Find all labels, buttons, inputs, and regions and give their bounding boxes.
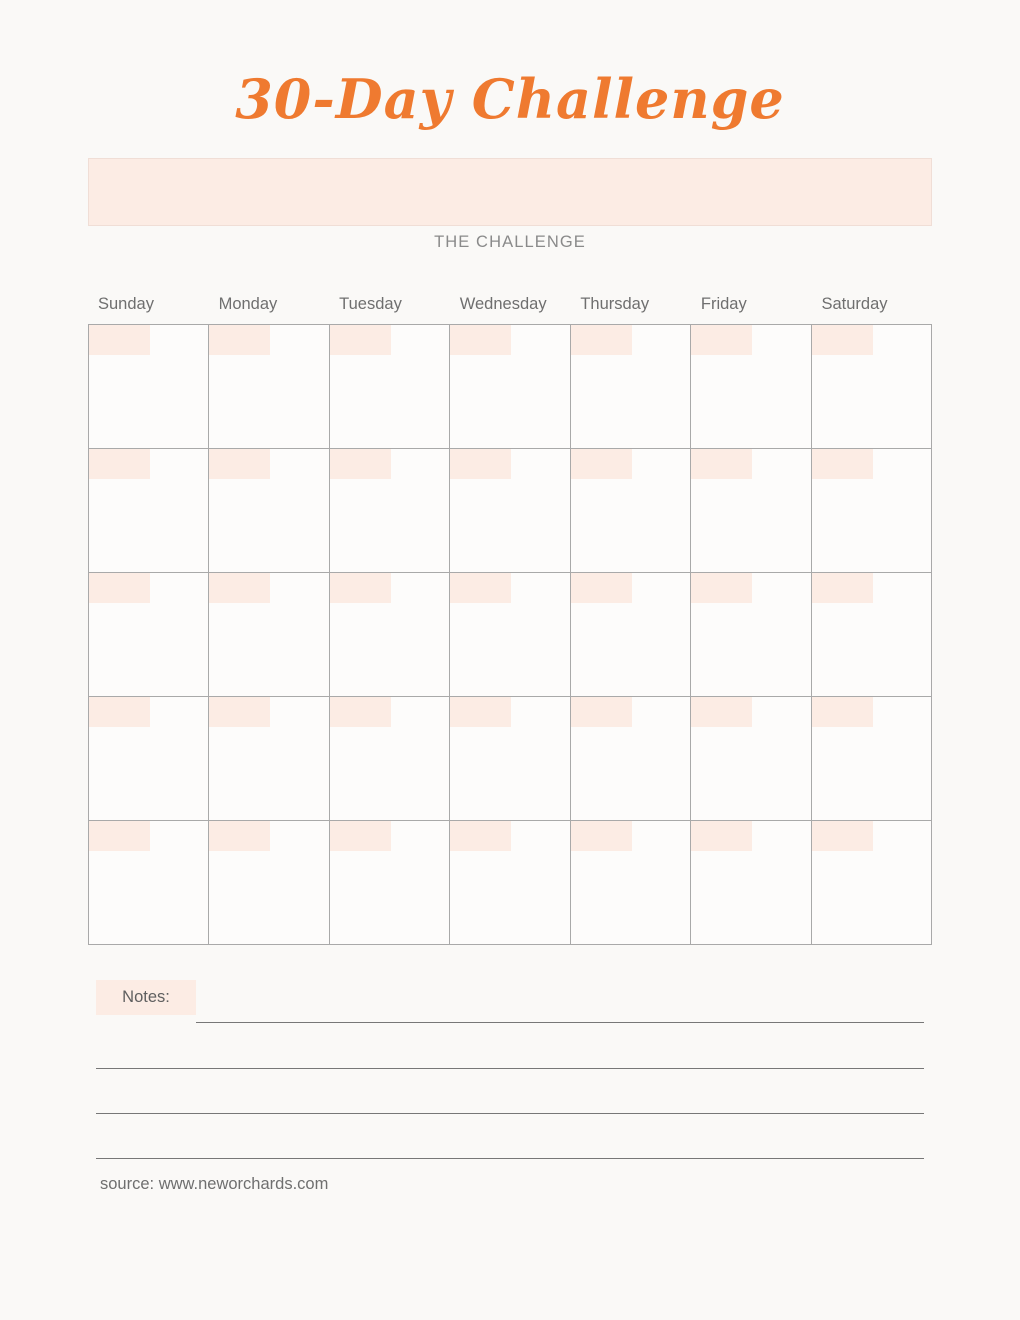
day-number-tag [691, 573, 752, 603]
weekday-tuesday: Tuesday [339, 295, 402, 313]
day-number-tag [89, 821, 150, 851]
weekday-wednesday: Wednesday [459, 295, 547, 313]
day-cell[interactable] [450, 821, 570, 945]
day-number-tag [450, 697, 511, 727]
week-row [89, 697, 932, 821]
weekday-monday: Monday [218, 295, 278, 313]
day-cell[interactable] [89, 573, 209, 697]
day-number-tag [812, 821, 873, 851]
day-cell[interactable] [571, 821, 691, 945]
day-number-tag [450, 325, 511, 355]
day-cell[interactable] [330, 325, 450, 449]
day-cell[interactable] [571, 573, 691, 697]
weekday-friday: Friday [700, 295, 747, 313]
day-cell[interactable] [450, 697, 570, 821]
day-number-tag [89, 697, 150, 727]
day-number-tag [209, 821, 270, 851]
day-cell[interactable] [330, 821, 450, 945]
day-number-tag [812, 325, 873, 355]
day-number-tag [89, 325, 150, 355]
day-number-tag [330, 821, 391, 851]
day-cell[interactable] [812, 449, 932, 573]
notes-label: Notes: [96, 980, 196, 1015]
day-cell[interactable] [209, 449, 329, 573]
notes-line-1[interactable] [196, 1022, 924, 1023]
week-row [89, 821, 932, 945]
day-number-tag [812, 697, 873, 727]
day-cell[interactable] [812, 821, 932, 945]
day-number-tag [89, 573, 150, 603]
week-row [89, 325, 932, 449]
day-number-tag [450, 821, 511, 851]
day-number-tag [571, 573, 632, 603]
source-credit: source: www.neworchards.com [100, 1175, 329, 1193]
weekday-sunday: Sunday [98, 295, 154, 313]
notes-line-3[interactable] [96, 1113, 924, 1114]
day-number-tag [691, 325, 752, 355]
day-cell[interactable] [209, 325, 329, 449]
day-number-tag [330, 325, 391, 355]
day-cell[interactable] [571, 697, 691, 821]
day-number-tag [330, 449, 391, 479]
day-number-tag [691, 821, 752, 851]
day-cell[interactable] [571, 449, 691, 573]
day-number-tag [209, 449, 270, 479]
weekday-thursday: Thursday [580, 295, 650, 313]
day-cell[interactable] [691, 821, 811, 945]
day-cell[interactable] [691, 449, 811, 573]
day-number-tag [209, 697, 270, 727]
day-number-tag [571, 325, 632, 355]
day-cell[interactable] [209, 821, 329, 945]
day-cell[interactable] [691, 573, 811, 697]
day-number-tag [450, 449, 511, 479]
day-cell[interactable] [691, 697, 811, 821]
page-title: 30-Day Challenge [235, 67, 785, 131]
challenge-input[interactable] [88, 158, 932, 226]
day-number-tag [209, 325, 270, 355]
day-number-tag [571, 821, 632, 851]
day-cell[interactable] [571, 325, 691, 449]
calendar-grid [88, 324, 932, 945]
calendar [88, 295, 932, 945]
day-number-tag [450, 573, 511, 603]
day-cell[interactable] [209, 697, 329, 821]
week-row [89, 573, 932, 697]
weekday-header-row [88, 295, 932, 324]
day-cell[interactable] [330, 697, 450, 821]
day-number-tag [691, 697, 752, 727]
day-cell[interactable] [89, 325, 209, 449]
day-cell[interactable] [450, 325, 570, 449]
day-number-tag [89, 449, 150, 479]
day-number-tag [330, 697, 391, 727]
notes-line-4[interactable] [96, 1158, 924, 1159]
day-number-tag [812, 573, 873, 603]
day-number-tag [571, 697, 632, 727]
day-cell[interactable] [89, 449, 209, 573]
day-cell[interactable] [330, 449, 450, 573]
day-cell[interactable] [330, 573, 450, 697]
day-number-tag [691, 449, 752, 479]
day-number-tag [209, 573, 270, 603]
day-cell[interactable] [89, 697, 209, 821]
day-cell[interactable] [450, 573, 570, 697]
weekday-saturday: Saturday [821, 295, 888, 313]
day-cell[interactable] [209, 573, 329, 697]
day-cell[interactable] [89, 821, 209, 945]
day-cell[interactable] [812, 573, 932, 697]
challenge-caption: THE CHALLENGE [434, 233, 586, 251]
day-cell[interactable] [812, 697, 932, 821]
day-cell[interactable] [691, 325, 811, 449]
notes-line-2[interactable] [96, 1068, 924, 1069]
day-number-tag [330, 573, 391, 603]
day-cell[interactable] [450, 449, 570, 573]
day-number-tag [571, 449, 632, 479]
day-number-tag [812, 449, 873, 479]
week-row [89, 449, 932, 573]
day-cell[interactable] [812, 325, 932, 449]
